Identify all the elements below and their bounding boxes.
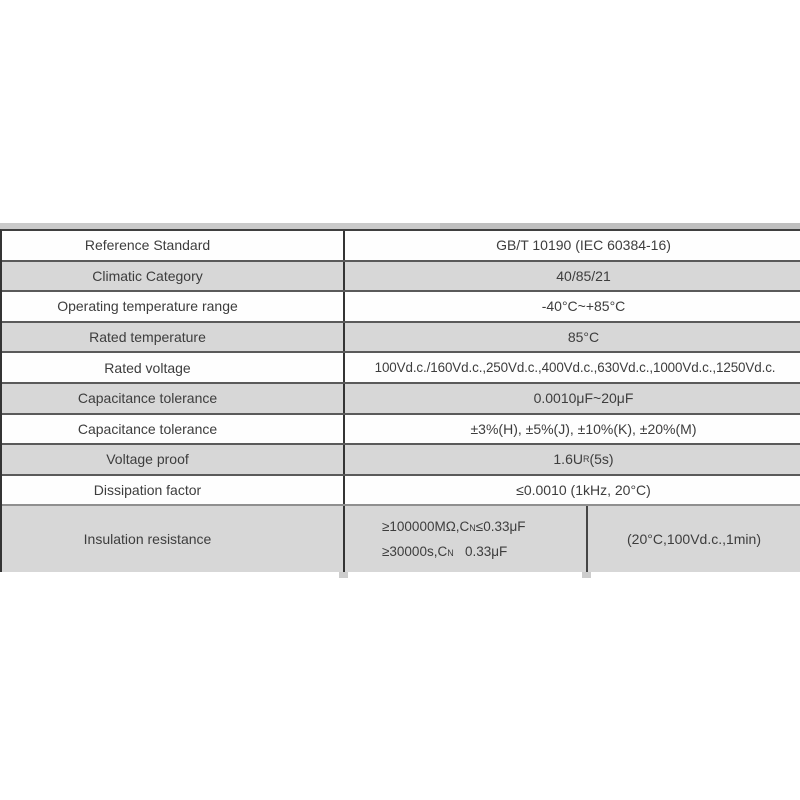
row-value: 100Vd.c./160Vd.c.,250Vd.c.,400Vd.c.,630Vd.c.,1000Vd.c.,1250Vd.c. [374,360,776,376]
table-row [2,292,800,323]
table-row [2,476,800,507]
value-text: ≥100000MΩ,C [382,519,470,535]
table-row [2,445,800,476]
row-label: Capacitance tolerance [2,384,345,413]
table-row [2,384,800,415]
row-value: -40°C~+85°C [541,298,626,315]
row-value: 40/85/21 [556,267,611,284]
row-value: 85°C [567,329,600,346]
row-label: Dissipation factor [2,476,345,505]
row-label: Voltage proof [2,445,345,474]
row-value: GB/T 10190 (IEC 60384-16) [496,237,671,254]
value-text: ≥30000s,C [382,544,448,560]
row-value [345,445,800,474]
insulation-line-2 [382,544,586,559]
table-row [2,353,800,384]
divider-stub [582,572,591,578]
value-text: ≤0.33μF [475,519,526,535]
table-row [2,231,800,262]
row-label: Reference Standard [2,231,345,260]
divider-stub [339,572,348,578]
row-label: Insulation resistance [2,506,345,572]
row-label: Rated temperature [2,323,345,352]
row-value: ≤0.0010 (1kHz, 20°C) [516,482,651,499]
insulation-values [345,506,588,572]
table-row [2,262,800,293]
insulation-line-1 [382,519,586,534]
row-label: Climatic Category [2,262,345,291]
row-value: 0.0010μF~20μF [533,390,634,407]
table-row [2,415,800,446]
value-text: (5s) [589,451,614,468]
insulation-test-condition: (20°C,100Vd.c.,1min) [627,531,761,548]
row-label: Rated voltage [2,353,345,382]
spec-table [0,229,800,572]
table-row [2,323,800,354]
subscript-r: R [582,454,590,465]
value-text: 0.33μF [453,544,508,560]
row-value: ±3%(H), ±5%(J), ±10%(K), ±20%(M) [470,420,697,437]
table-row-insulation-resistance [2,506,800,572]
row-label: Operating temperature range [2,292,345,321]
subscript-n: N [447,548,454,559]
value-text: 1.6U [553,451,583,468]
subscript-n: N [469,523,476,534]
row-label: Capacitance tolerance [2,415,345,444]
